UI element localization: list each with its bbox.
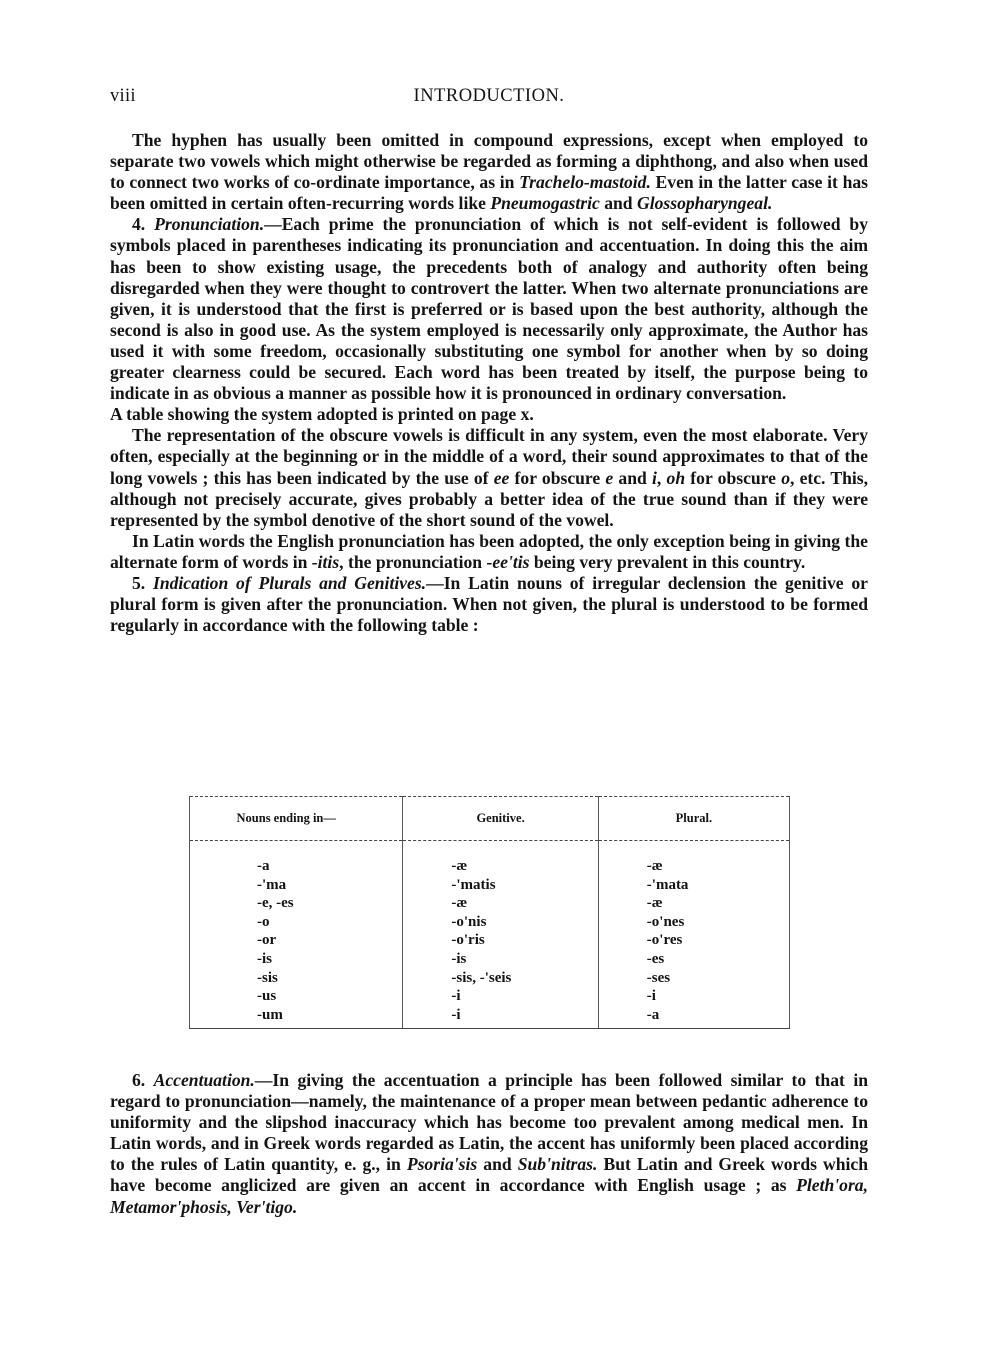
plural-table-container [189, 796, 790, 1029]
cell-noun-ending: -or [190, 931, 403, 950]
table-row [190, 913, 790, 932]
text-run: But Latin and Greek words which have become anglicized are given an accent in accordance with English usage ; as [110, 1154, 868, 1196]
example-term: Pneumogastric [490, 193, 600, 214]
text-run: and [599, 193, 637, 214]
table-header-row [190, 797, 790, 841]
cell-plural: -o'nes [598, 913, 789, 932]
column-header-noun-ending: Nouns ending in— [190, 797, 403, 841]
example-term: Glossopharyngeal. [636, 193, 773, 214]
cell-genitive: -o'nis [403, 913, 598, 932]
section-number: 6. [132, 1070, 154, 1090]
text-run: —Each prime the pronunciation of which is not self-evident is followed by symbols placed in parentheses indicating its pronunciation and accentuation. In doing this the aim has been to show existing usage, the precedents both of analogy and authority often being disregarded when they were thought to controvert the latter. When two alternate pronunciations are given, it is understood that the first is preferred or is based upon the best authority, although the second is also in good use. As the system employed is necessarily only approximate, the Author has used it with some freedom, occasionally substituting one symbol for another when by so doing greater clearness could be secured. Each word has been treated by itself, the purpose being to indicate in as obvious a manner as possible how it is pronounced in ordinary conversation. [110, 214, 868, 404]
table-row [190, 969, 790, 988]
paragraph-hyphen [110, 130, 868, 214]
cell-noun-ending: -us [190, 987, 403, 1006]
table-row [190, 931, 790, 950]
cell-genitive: -æ [403, 841, 598, 876]
cell-noun-ending: -sis [190, 969, 403, 988]
column-header-genitive: Genitive. [403, 797, 598, 841]
example-term: -ee'tis [486, 551, 530, 572]
text-run: —In Latin nouns of irregular declension the genitive or plural form is given after the pronunciation. When not given, the plural is understood to be formed regularly in accordance with the following table : [110, 572, 868, 636]
page-header [110, 86, 868, 110]
table-row [190, 876, 790, 895]
cell-genitive: -'matis [403, 876, 598, 895]
cell-plural: -æ [598, 841, 789, 876]
table-row [190, 987, 790, 1006]
text-run: for obscure [685, 467, 782, 488]
example-term: oh [666, 467, 686, 488]
example-term: -itis [311, 551, 340, 572]
column-header-plural: Plural. [598, 797, 789, 841]
cell-noun-ending: -'ma [190, 876, 403, 895]
text-run: and [613, 467, 653, 488]
table-row [190, 1006, 790, 1029]
cell-plural: -'mata [598, 876, 789, 895]
cell-plural: -a [598, 1006, 789, 1029]
example-term: Ver'tigo. [236, 1196, 298, 1217]
example-term: Trachelo-mastoid. [519, 172, 651, 193]
cell-genitive: -æ [403, 894, 598, 913]
section-heading: Pronunciation. [154, 214, 265, 235]
example-term: e [605, 467, 614, 488]
cell-genitive: -o'ris [403, 931, 598, 950]
cell-noun-ending: -is [190, 950, 403, 969]
text-run: The representation of the obscure vowels is difficult in any system, even the most elaborate. Very often, especially at the beginning or in the middle of a word, their sound approximates to that of the long vowels ; this has been indicated by the use of [110, 425, 868, 488]
section-heading: Accentuation. [153, 1070, 255, 1090]
cell-genitive: -i [403, 1006, 598, 1029]
section-heading: Indication of Plurals and Genitives. [152, 572, 427, 593]
cell-noun-ending: -a [190, 841, 403, 876]
example-term: o [781, 467, 790, 488]
table-row [190, 950, 790, 969]
cell-noun-ending: -e, -es [190, 894, 403, 913]
cell-genitive: -is [403, 950, 598, 969]
cell-noun-ending: -o [190, 913, 403, 932]
body-text-bottom [110, 1070, 868, 1218]
cell-plural: -ses [598, 969, 789, 988]
paragraph-latin-pronunciation [110, 531, 868, 573]
example-term: Pleth'ora, [796, 1175, 868, 1196]
text-run: , the pronunciation [339, 551, 487, 572]
section-number: 5. [132, 572, 153, 593]
cell-genitive: -i [403, 987, 598, 1006]
paragraph-accentuation [110, 1070, 868, 1218]
running-title: INTRODUCTION. [413, 86, 565, 106]
paragraph-obscure-vowels [110, 425, 868, 530]
cell-plural: -es [598, 950, 789, 969]
example-term: Sub'nitras. [517, 1154, 598, 1175]
example-term: ee [493, 467, 510, 488]
cell-genitive: -sis, -'seis [403, 969, 598, 988]
text-run: , [656, 467, 667, 488]
cell-plural: -i [598, 987, 789, 1006]
text-run: Even in the latter case it has been omitted in certain often-recurring words like [110, 172, 868, 214]
document-page [110, 86, 868, 1217]
text-run: and [477, 1154, 518, 1175]
plural-genitive-table [189, 796, 790, 1029]
text-run: being very prevalent in this country. [529, 551, 806, 572]
text-run: —In giving the accentuation a principle has been followed similar to that in regard to pronunciation—namely, the maintenance of a proper mean between pedantic adherence to uniformity and the slipshod inaccuracy which has become too prevalent among medical men. In Latin words, and in Greek words regarded as Latin, the accent has uniformly been placed according to the rules of Latin quantity, e. g., in [110, 1070, 868, 1175]
cell-noun-ending: -um [190, 1006, 403, 1029]
paragraph-plurals [110, 573, 868, 636]
paragraph-table-reference: A table showing the system adopted is printed on page x. [110, 404, 534, 425]
table-row [190, 841, 790, 876]
table-row [190, 894, 790, 913]
paragraph-pronunciation [110, 214, 868, 404]
example-term: Metamor'phosis, [110, 1196, 232, 1217]
example-term: Psoria'sis [406, 1154, 478, 1175]
text-run: , etc. This, although not precisely accurate, gives probably a better idea of the true sound than if they were represented by the symbol denotive of the short sound of the vowel. [110, 467, 868, 530]
page-number: viii [110, 86, 136, 106]
example-term: i [652, 467, 657, 488]
body-text-top [110, 130, 868, 636]
text-run: for obscure [509, 467, 606, 488]
section-number: 4. [132, 214, 155, 235]
text-run: The hyphen has usually been omitted in compound expressions, except when employed to separate two vowels which might otherwise be regarded as forming a diphthong, and also when used to connect two works of co-ordinate importance, as in [110, 130, 868, 193]
text-run: In Latin words the English pronunciation has been adopted, the only exception being in giving the alternate form of words in [110, 530, 868, 572]
cell-plural: -o'res [598, 931, 789, 950]
cell-plural: -æ [598, 894, 789, 913]
